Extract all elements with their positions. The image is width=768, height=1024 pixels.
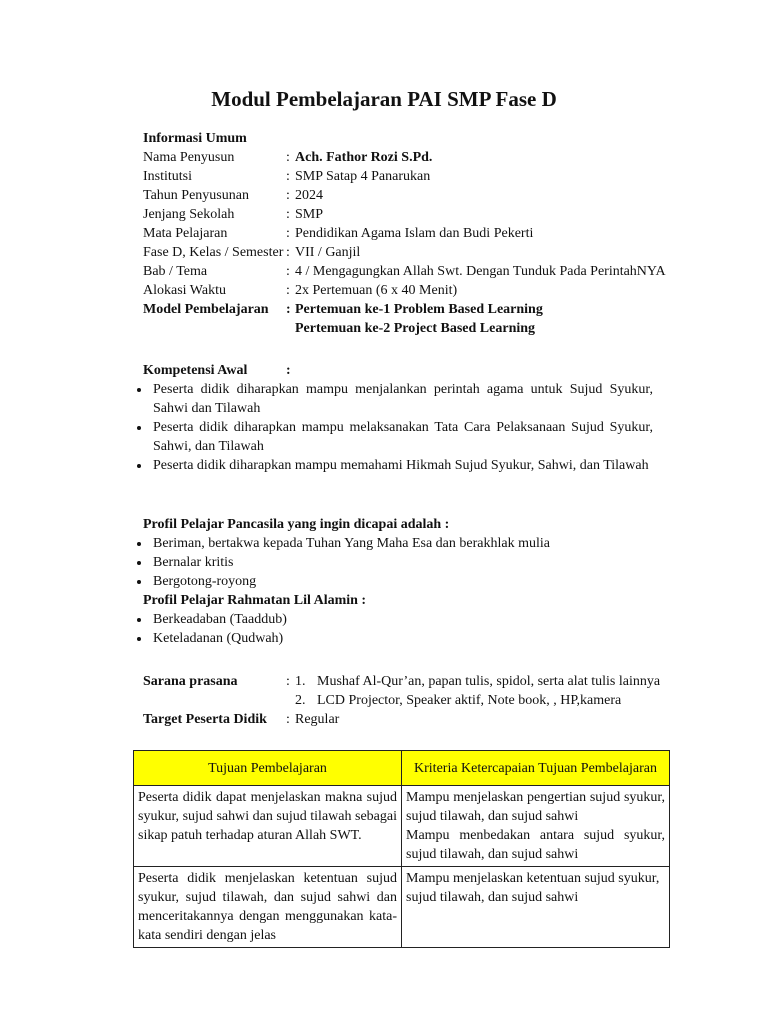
info-row-school-level xyxy=(143,205,683,224)
facilities-list xyxy=(295,672,660,710)
rahmatan-profile-heading: Profil Pelajar Rahmatan Lil Alamin : xyxy=(143,593,367,608)
info-label: Alokasi Waktu xyxy=(143,283,226,298)
table-cell-criteria xyxy=(402,867,670,948)
info-separator: : xyxy=(286,283,290,298)
list-item: Bergotong-royong xyxy=(137,572,653,591)
criteria-item: Mampu menbedakan antara sujud syukur, sujud tilawah, dan sujud sahwi xyxy=(406,828,665,862)
info-row-chapter xyxy=(143,262,683,281)
pancasila-profile-heading: Profil Pelajar Pancasila yang ingin dicapai adalah : xyxy=(143,517,450,532)
table-cell-objective: Peserta didik menjelaskan ketentuan sujud syukur, sujud tilawah, dan sujud sahwi dan menceritakannya dengan menggunakan kata-kata sendiri dengan jelas xyxy=(134,867,402,948)
info-row-year xyxy=(143,186,683,205)
facilities-row xyxy=(143,672,683,710)
info-label: Jenjang Sekolah xyxy=(143,207,235,222)
info-value: VII / Ganjil xyxy=(295,245,361,260)
table-row xyxy=(134,786,670,867)
table-header-row xyxy=(134,751,670,786)
pancasila-profile-section xyxy=(143,515,653,648)
table-header-criteria: Kriteria Ketercapaian Tujuan Pembelajaran xyxy=(402,751,670,786)
list-item-number: 1. xyxy=(295,674,306,689)
info-row-author xyxy=(143,148,683,167)
table-cell-criteria xyxy=(402,786,670,867)
list-item: Peserta didik diharapkan mampu memahami Hikmah Sujud Syukur, Sahwi, dan Tilawah xyxy=(137,456,653,475)
table-header-objectives: Tujuan Pembelajaran xyxy=(134,751,402,786)
target-students-row xyxy=(143,710,683,729)
document-title: Modul Pembelajaran PAI SMP Fase D xyxy=(211,87,557,111)
facilities-label: Sarana prasana xyxy=(143,674,238,689)
info-label: Model Pembelajaran xyxy=(143,302,269,317)
info-separator: : xyxy=(286,264,290,279)
info-row-learning-model xyxy=(143,300,683,319)
criteria-item: Mampu menjelaskan pengertian sujud syukur, sujud tilawah, dan sujud sahwi xyxy=(406,790,665,824)
list-item-text: LCD Projector, Speaker aktif, Note book, , HP,kamera xyxy=(317,693,622,708)
info-value: Pendidikan Agama Islam dan Budi Pekerti xyxy=(295,226,534,241)
info-label: Fase D, Kelas / Semester xyxy=(143,245,284,260)
rahmatan-profile-list xyxy=(137,610,653,648)
list-item: Peserta didik diharapkan mampu menjalankan perintah agama untuk Sujud Syukur, Sahwi dan Tilawah xyxy=(137,380,653,418)
criteria-item: Mampu menjelaskan ketentuan sujud syukur, sujud tilawah, dan sujud sahwi xyxy=(406,871,660,905)
initial-competence-heading-row xyxy=(143,361,653,380)
info-value: Pertemuan ke-1 Problem Based Learning xyxy=(295,302,543,317)
info-value: SMP xyxy=(295,207,324,222)
list-item: Peserta didik diharapkan mampu melaksanakan Tata Cara Pelaksanaan Sujud Syukur, Sahwi, dan Tilawah xyxy=(137,418,653,456)
learning-model-line-2: Pertemuan ke-2 Project Based Learning xyxy=(295,321,536,336)
info-label: Mata Pelajaran xyxy=(143,226,228,241)
list-item: Berkeadaban (Taaddub) xyxy=(137,610,653,629)
info-label: Tahun Penyusunan xyxy=(143,188,249,203)
info-row-time-allocation xyxy=(143,281,683,300)
initial-competence-list xyxy=(137,380,653,475)
list-item-number: 2. xyxy=(295,693,306,708)
list-item: Bernalar kritis xyxy=(137,553,653,572)
initial-competence-separator: : xyxy=(286,363,291,378)
facilities-section xyxy=(143,672,683,729)
info-value: SMP Satap 4 Panarukan xyxy=(295,169,431,184)
list-item xyxy=(295,691,660,710)
info-row-subject xyxy=(143,224,683,243)
info-label: Institutsi xyxy=(143,169,193,184)
list-item: Keteladanan (Qudwah) xyxy=(137,629,653,648)
info-value: Ach. Fathor Rozi S.Pd. xyxy=(295,150,433,165)
info-separator: : xyxy=(286,150,290,165)
general-info-heading: Informasi Umum xyxy=(143,131,247,146)
target-students-label: Target Peserta Didik xyxy=(143,712,267,727)
info-separator: : xyxy=(286,169,290,184)
info-value: 4 / Mengagungkan Allah Swt. Dengan Tunduk Pada PerintahNYA xyxy=(295,264,666,279)
table-row xyxy=(134,867,670,948)
general-info-section xyxy=(143,129,683,338)
info-row-phase-class xyxy=(143,243,683,262)
target-students-value: Regular xyxy=(295,712,340,727)
info-value: 2024 xyxy=(295,188,323,203)
list-item-text: Mushaf Al-Qur’an, papan tulis, spidol, serta alat tulis lainnya xyxy=(317,674,661,689)
info-row-institution xyxy=(143,167,683,186)
initial-competence-heading: Kompetensi Awal xyxy=(143,363,248,378)
info-value: 2x Pertemuan (6 x 40 Menit) xyxy=(295,283,458,298)
facilities-separator: : xyxy=(286,674,290,689)
info-separator: : xyxy=(286,226,290,241)
target-students-separator: : xyxy=(286,712,290,727)
pancasila-profile-list xyxy=(137,534,653,591)
table-cell-objective: Peserta didik dapat menjelaskan makna sujud syukur, sujud sahwi dan sujud tilawah sebagai sikap patuh terhadap aturan Allah SWT. xyxy=(134,786,402,867)
info-separator: : xyxy=(286,302,291,317)
info-separator: : xyxy=(286,207,290,222)
info-separator: : xyxy=(286,245,290,260)
learning-objectives-table xyxy=(133,750,670,948)
info-label: Bab / Tema xyxy=(143,264,208,279)
info-label: Nama Penyusun xyxy=(143,150,235,165)
initial-competence-section xyxy=(143,361,653,475)
list-item: Beriman, bertakwa kepada Tuhan Yang Maha Esa dan berakhlak mulia xyxy=(137,534,653,553)
info-separator: : xyxy=(286,188,290,203)
list-item xyxy=(295,672,660,691)
